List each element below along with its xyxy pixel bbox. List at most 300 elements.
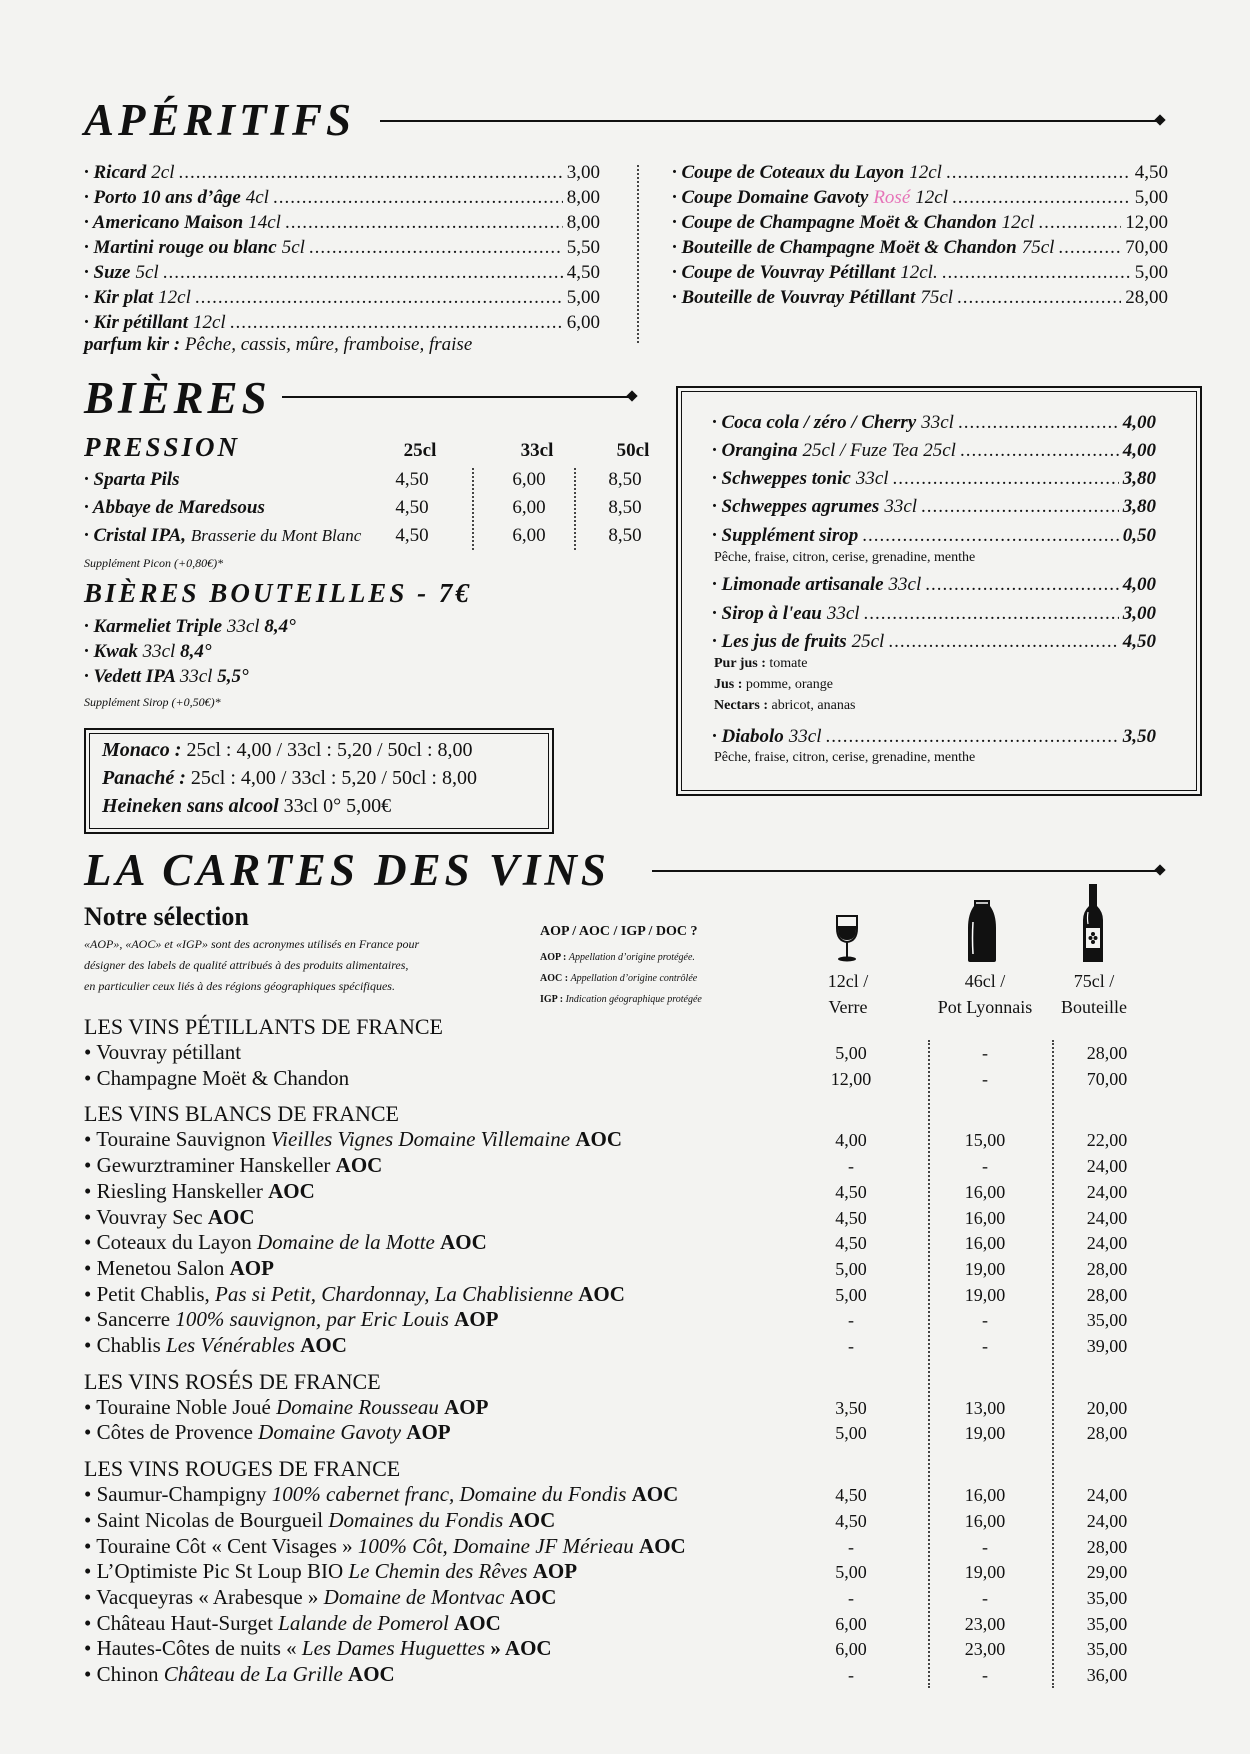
wine-item-price: - (982, 1043, 988, 1063)
pression-item-price: 8,50 (608, 497, 642, 518)
wine-item-name: • Hautes-Côtes de nuits « (84, 1636, 302, 1661)
wine-item (84, 1230, 487, 1255)
aperitif-right-item-leader (1058, 235, 1121, 260)
wine-item (84, 1482, 678, 1507)
aperitif-left-item-leader (230, 310, 563, 335)
aperitif-left-item-price: 5,00 (566, 287, 600, 308)
soft-item-leader (958, 410, 1119, 435)
wine-item-price: 24,00 (1086, 1156, 1128, 1177)
wine-item-appellation: AOC (508, 1507, 556, 1532)
bouteille-item-qty: 33cl (179, 666, 218, 687)
soft-item-leader (893, 466, 1119, 491)
legend-aoc-label: AOC : (540, 973, 569, 984)
pression-item-price: 8,50 (608, 525, 642, 546)
wine-item-price: 23,00 (964, 1613, 1006, 1634)
aperitif-left-item-name: · Martini rouge ou blanc (84, 237, 277, 258)
selection-title: Notre sélection (84, 902, 249, 931)
bouteille-item-qty: 33cl (226, 616, 265, 637)
wine-item-price: 6,00 (835, 1639, 867, 1660)
soft-item (712, 572, 1156, 597)
pression-item (84, 525, 361, 547)
nectars-note-text: abricot, ananas (771, 698, 856, 713)
wine-item-appellation: AOC (639, 1533, 686, 1558)
pression-item-name: · Sparta Pils (84, 469, 180, 490)
soft-item-name: · Limonade artisanale (712, 574, 884, 595)
soft-item-price: 4,00 (1122, 574, 1156, 595)
legend-aop-label: AOP : (540, 952, 567, 963)
col-verre-size: 12cl / (827, 971, 869, 991)
aperitif-left-item-name: · Suze (84, 262, 131, 283)
aperitif-right-item-leader (957, 285, 1121, 310)
wine-item-appellation: AOC (300, 1333, 347, 1357)
legend-aoc (540, 973, 697, 984)
soft-item-qty: 25cl / Fuze Tea 25cl (802, 440, 956, 461)
bieres-box-item (102, 767, 477, 790)
pression-size-header: 50cl (616, 440, 650, 461)
wine-item-price: 19,00 (964, 1258, 1006, 1279)
soft-item (712, 724, 1156, 749)
wine-item-appellation: AOC (268, 1178, 315, 1203)
soft-item-qty: 33cl (855, 468, 889, 489)
wine-item-price: 35,00 (1086, 1310, 1128, 1331)
wine-item-price: - (848, 1536, 854, 1557)
wine-item-appellation: AOC (575, 1127, 622, 1152)
legend-igp-label: IGP : (540, 994, 564, 1005)
legend-aop (540, 952, 695, 963)
wine-item-appellation: AOC (348, 1662, 395, 1686)
soft-item-qty: 33cl (884, 496, 918, 517)
wine-item (84, 1636, 552, 1661)
aperitif-right-item-qty: 12cl (1001, 212, 1035, 233)
wine-item-price: - (982, 1068, 988, 1089)
wine-item-domain: Domaine Gavoty (258, 1420, 407, 1445)
bieres-box-item-name: Panaché : (102, 767, 191, 789)
wine-item-appellation: AOP (532, 1559, 578, 1584)
wine-item (84, 1395, 488, 1420)
wine-item-domain: Lalande de Pomerol (278, 1610, 455, 1635)
wine-category-title: LES VINS ROSÉS DE FRANCE (84, 1368, 381, 1394)
wine-item-price: - (982, 1536, 988, 1557)
aperitif-left-item-price: 8,00 (566, 212, 600, 233)
aperitif-left-item-qty: 12cl (193, 312, 226, 333)
jus-note (714, 677, 833, 693)
aperitif-right-item (672, 160, 1168, 185)
wine-item-price: 35,00 (1086, 1587, 1128, 1608)
soft-item-price: 3,00 (1122, 603, 1156, 624)
wine-item-price: 5,00 (835, 1423, 867, 1444)
aperitif-left-item (84, 210, 600, 235)
aperitif-right-item-price: 4,50 (1134, 162, 1168, 183)
aperitif-left-item-name: · Ricard (84, 162, 147, 183)
aperitif-left-item-leader (285, 210, 563, 235)
wine-item-domain: 100% cabernet franc, Domaine du Fondis (271, 1482, 632, 1507)
col-pot-size: 46cl / (964, 971, 1006, 991)
wine-item-price: 24,00 (1086, 1181, 1128, 1202)
wine-item-price: - (848, 1665, 854, 1685)
aperitif-left-item-qty: 4cl (245, 187, 269, 208)
soft-item-name: · Coca cola / zéro / Cherry (712, 412, 917, 433)
wine-item (84, 1662, 395, 1687)
wine-item-price: - (848, 1310, 854, 1331)
aperitif-right-item-name: · Bouteille de Vouvray Pétillant (672, 287, 916, 308)
pot-lyonnais-icon (966, 898, 998, 964)
wine-item-price: 5,00 (835, 1043, 867, 1063)
vins-title: LA CARTES DES VINS (84, 845, 610, 895)
soft-item (712, 438, 1156, 463)
wine-item-price: 35,00 (1086, 1639, 1128, 1660)
wine-item-price: 4,00 (835, 1130, 867, 1151)
sirop-flavours (714, 550, 975, 566)
aperitif-left-item-name: · Kir pétillant (84, 312, 188, 333)
wine-item-price: 4,50 (835, 1510, 867, 1531)
aperitif-right-item (672, 210, 1168, 235)
aperitif-right-item-price: 12,00 (1125, 212, 1168, 233)
bieres-rule (282, 396, 632, 398)
aperitif-left-item-leader (273, 185, 563, 210)
wine-item-domain: Les Dames Huguettes (301, 1636, 491, 1661)
pur-jus-note-label: Pur jus : (714, 656, 770, 671)
picon-note: Supplément Picon (+0,80€)* (84, 556, 224, 570)
bouteilles-title: BIÈRES BOUTEILLES - 7€ (84, 578, 472, 608)
aperitif-right-item-name: · Coupe Domaine Gavoty (672, 187, 869, 208)
pression-item (84, 469, 180, 491)
wine-item-price: 16,00 (964, 1181, 1006, 1202)
wine-item-price: 70,00 (1086, 1068, 1128, 1089)
wine-item-price: 28,00 (1086, 1423, 1128, 1444)
wine-item-domain: Le Chemin des Rêves (348, 1559, 533, 1584)
aperitif-left-item (84, 235, 600, 260)
soft-item-qty: 25cl (851, 631, 885, 652)
wine-item-appellation: AOC (335, 1153, 383, 1178)
wine-item-name: • L’Optimiste Pic St Loup BIO (84, 1559, 349, 1584)
wine-item-price: - (982, 1156, 988, 1177)
pression-item (84, 497, 265, 519)
wine-item (84, 1179, 315, 1204)
diabolo-flavours (714, 750, 975, 766)
wine-item-price: 39,00 (1086, 1336, 1128, 1356)
wine-item-price: - (848, 1336, 854, 1356)
bieres-box-item-name: Heineken sans alcool (102, 795, 284, 817)
wine-item-domain: Domaine de la Motte (256, 1230, 441, 1255)
wine-item-price: 19,00 (964, 1284, 1006, 1305)
soft-item-price: 4,00 (1122, 440, 1156, 461)
bieres-title: BIÈRES (84, 373, 271, 423)
soft-item-price: 4,50 (1122, 631, 1156, 652)
wine-item-domain: Domaine Rousseau (276, 1394, 445, 1419)
wine-item-domain: Château de La Grille (163, 1662, 349, 1686)
wine-item (84, 1205, 255, 1230)
sirop-flavours-text: Pêche, fraise, citron, cerise, grenadine, menthe (714, 550, 976, 565)
soft-item-leader (960, 438, 1119, 463)
wine-item (84, 1256, 274, 1281)
wine-item-price: 6,00 (835, 1613, 867, 1634)
aperitif-right-item-name: · Bouteille de Champagne Moët & Chandon (672, 237, 1017, 258)
soft-item-price: 3,50 (1122, 726, 1156, 747)
col-bouteille-label: Bouteille (1061, 997, 1127, 1017)
soft-item (712, 523, 1156, 548)
wine-glass-icon (832, 914, 862, 964)
aperitif-left-item-leader (179, 160, 563, 185)
bouteille-item-qty: 33cl (142, 641, 181, 662)
pression-item-name: · Abbaye de Maredsous (84, 497, 265, 518)
vins-divider-1 (928, 1040, 930, 1688)
wine-item-domain: Domaines du Fondis (328, 1507, 509, 1532)
wine-item (84, 1153, 382, 1178)
wine-item-name: • Vacqueyras « Arabesque » (84, 1584, 324, 1609)
soft-item-price: 3,80 (1122, 468, 1156, 489)
wine-item-price: - (982, 1310, 988, 1331)
wine-item-price: 4,50 (835, 1207, 867, 1228)
wine-item-domain: Les Vénérables (166, 1333, 301, 1357)
wine-item-price: - (982, 1336, 988, 1356)
wine-item-domain: 100% sauvignon, par Eric Louis (175, 1307, 455, 1332)
wine-item-name: • Touraine Côt « Cent Visages » (84, 1533, 358, 1558)
col-verre-label: Verre (828, 997, 868, 1017)
aperitif-right-item-qty: 75cl (1021, 237, 1055, 258)
soft-item-name: · Les jus de fruits (712, 631, 847, 652)
diabolo-flavours-text: Pêche, fraise, citron, cerise, grenadine, menthe (714, 750, 976, 765)
aperitif-right-item-qty: 75cl (920, 287, 954, 308)
soft-item-name: · Diabolo (712, 726, 784, 747)
col-pot-label: Pot Lyonnais (937, 997, 1033, 1017)
aperitif-right-item-qty: 12cl. (900, 262, 938, 283)
legend-igp (540, 994, 702, 1005)
pression-item-price: 6,00 (512, 469, 546, 490)
wine-item-price: 15,00 (964, 1130, 1006, 1151)
wine-item-price: 19,00 (964, 1423, 1006, 1444)
soft-item-qty: 33cl (826, 603, 860, 624)
bouteille-item (84, 641, 211, 663)
aperitif-left-item (84, 310, 600, 335)
soft-item-qty: 33cl (888, 574, 922, 595)
legend-aop-text: Appellation d’origine protégée. (568, 952, 695, 963)
soft-item (712, 466, 1156, 491)
aperitif-right-item-price: 5,00 (1134, 262, 1168, 283)
wine-item-price: 28,00 (1086, 1258, 1128, 1279)
wine-item-name: • Touraine Sauvignon (84, 1127, 271, 1152)
wine-item-name: • Menetou Salon (84, 1255, 230, 1280)
wine-item-price: 29,00 (1086, 1562, 1128, 1583)
aperitif-right-item-qty: 12cl (909, 162, 942, 183)
pression-item-price: 4,50 (395, 497, 429, 518)
wine-item-name: • Touraine Noble Joué (84, 1394, 277, 1419)
kir-flavours (84, 334, 472, 356)
pression-item-price: 4,50 (395, 469, 429, 490)
pression-divider-2 (574, 468, 576, 550)
wine-item-appellation: AOC (631, 1482, 679, 1507)
col-bouteille-size: 75cl / (1073, 971, 1115, 991)
wine-item-name: • Château Haut-Surget (84, 1610, 279, 1635)
legend-aoc-text: Appellation d’origine contrôlée (570, 973, 698, 984)
soft-item-leader (826, 724, 1119, 749)
wine-item-price: 3,50 (835, 1397, 867, 1418)
bouteille-item-degree: 8,4° (180, 641, 212, 662)
aperitif-right-item-leader (942, 260, 1131, 285)
jus-note-label: Jus : (714, 677, 746, 692)
bouteille-item-name: · Karmeliet Triple (84, 616, 227, 637)
wine-item-price: 5,00 (835, 1562, 867, 1583)
selection-desc-1: «AOP», «AOC» et «IGP» sont des acronymes utilisés en France pour (84, 937, 420, 951)
bieres-box-item (102, 739, 473, 762)
wine-item-price: 23,00 (964, 1639, 1006, 1660)
soft-item-name: · Sirop à l'eau (712, 603, 822, 624)
wine-item (84, 1040, 241, 1065)
col-bouteille-header (1034, 968, 1154, 1020)
pur-jus-note (714, 656, 807, 672)
legend-igp-text: Indication géographique protégée (565, 994, 702, 1005)
aperitif-left-item (84, 285, 600, 310)
kir-label: parfum kir : (84, 334, 181, 355)
aperitif-left-item-price: 6,00 (566, 312, 600, 333)
wine-item-price: 35,00 (1086, 1613, 1128, 1634)
soft-item-leader (925, 572, 1118, 597)
aperitif-left-item (84, 160, 600, 185)
pression-item-brewery: Brasserie du Mont Blanc (190, 526, 362, 545)
wine-item-appellation: AOC (440, 1230, 487, 1255)
wine-item-price: 16,00 (964, 1233, 1006, 1254)
pression-size-header: 25cl (403, 440, 437, 461)
aperitif-right-item-name: · Coupe de Champagne Moët & Chandon (672, 212, 997, 233)
selection-desc-2: désigner des labels de qualité attribués à des produits alimentaires, (84, 958, 409, 972)
vins-divider-2 (1052, 1040, 1054, 1688)
aperitif-left-item-qty: 14cl (248, 212, 281, 233)
soft-item-price: 3,80 (1122, 496, 1156, 517)
wine-item-price: 16,00 (964, 1485, 1006, 1506)
selection-desc-3: en particulier ceux liés à des régions géographiques spécifiques. (84, 979, 395, 993)
soft-item-name: · Orangina (712, 440, 798, 461)
pression-size-header: 33cl (520, 440, 554, 461)
bouteille-item (84, 616, 296, 638)
bouteille-item (84, 666, 249, 688)
aperitif-right-item-qty: 12cl (915, 187, 948, 208)
bouteille-item-degree: 8,4° (264, 616, 296, 637)
vins-rule (652, 870, 1160, 872)
wine-item (84, 1585, 556, 1610)
aperitif-left-item-qty: 2cl (151, 162, 175, 183)
aperitif-right-item-leader (946, 160, 1131, 185)
aperitif-right-item (672, 185, 1168, 210)
bieres-box-item-text: 25cl : 4,00 / 33cl : 5,20 / 50cl : 8,00 (190, 767, 477, 789)
wine-item-name: • Petit Chablis, (84, 1281, 216, 1306)
aperitif-left-item-price: 5,50 (566, 237, 600, 258)
sirop-note: Supplément Sirop (+0,50€)* (84, 695, 221, 709)
wine-category-title: LES VINS BLANCS DE FRANCE (84, 1101, 399, 1127)
pression-divider-1 (472, 468, 474, 550)
wine-item-price: 20,00 (1086, 1397, 1128, 1418)
wine-item-name: • Vouvray Sec (84, 1204, 208, 1229)
wine-item-name: • Côtes de Provence (84, 1420, 259, 1445)
wine-item-price: 22,00 (1086, 1130, 1128, 1151)
bieres-box-item-text: 33cl 0° 5,00€ (283, 795, 392, 817)
aperitif-right-item-leader (1038, 210, 1121, 235)
aperitif-left-item-qty: 5cl (281, 237, 305, 258)
soft-item-name: · Schweppes tonic (712, 468, 851, 489)
wine-item-price: 5,00 (835, 1284, 867, 1305)
soft-item-price: 4,00 (1122, 412, 1156, 433)
bouteille-item-name: · Kwak (84, 641, 143, 662)
aperitifs-title: APÉRITIFS (84, 95, 356, 145)
wine-item-appellation: AOC (578, 1281, 625, 1306)
wine-item-price: 5,00 (835, 1258, 867, 1279)
wine-item-price: 36,00 (1086, 1665, 1128, 1685)
wine-bottle-icon (1081, 884, 1105, 964)
wine-item (84, 1282, 625, 1307)
aperitif-left-item-qty: 5cl (135, 262, 159, 283)
aperitif-left-item-leader (163, 260, 563, 285)
soft-item-qty: 33cl (921, 412, 954, 433)
wine-item (84, 1333, 347, 1358)
wine-item (84, 1508, 555, 1533)
wine-item (84, 1611, 501, 1636)
aperitif-right-item (672, 235, 1168, 260)
pression-item-name: · Cristal IPA, (84, 525, 191, 546)
wine-category-title: LES VINS PÉTILLANTS DE FRANCE (84, 1014, 443, 1039)
bieres-box-item-name: Monaco : (102, 739, 187, 761)
aperitif-left-item-qty: 12cl (158, 287, 191, 308)
soft-item-name: · Schweppes agrumes (712, 496, 880, 517)
pur-jus-note-text: tomate (769, 656, 808, 671)
soft-item-qty: 33cl (788, 726, 822, 747)
bouteille-item-degree: 5,5° (217, 666, 249, 687)
pression-title: PRESSION (84, 432, 241, 462)
wine-item-price: 12,00 (830, 1068, 872, 1089)
wine-item-domain: Pas si Petit, Chardonnay, La Chablisienne (215, 1281, 579, 1306)
wine-item-appellation: AOP (406, 1420, 451, 1445)
wine-item-name: • Gewurztraminer Hanskeller (84, 1153, 336, 1178)
wine-item-price: 4,50 (835, 1485, 867, 1506)
aperitif-right-item-name: · Coupe de Coteaux du Layon (672, 162, 905, 183)
pression-item-price: 6,00 (512, 525, 546, 546)
aperitif-right-item-price: 28,00 (1125, 287, 1168, 308)
wine-item-name: • Coteaux du Layon (84, 1230, 257, 1255)
wine-item-price: 28,00 (1086, 1043, 1128, 1063)
aperitif-right-item-leader (952, 185, 1131, 210)
wine-item-name: • Champagne Moët & Chandon (84, 1065, 350, 1090)
wine-item-price: 28,00 (1086, 1284, 1128, 1305)
wine-item-price: - (848, 1156, 854, 1177)
wine-item-domain: 100% Côt, Domaine JF Mérieau (357, 1533, 640, 1558)
wine-item (84, 1127, 622, 1152)
wine-item-appellation: AOP (454, 1307, 499, 1332)
aperitif-left-item-price: 3,00 (566, 162, 600, 183)
wine-category-title: LES VINS ROUGES DE FRANCE (84, 1456, 401, 1482)
aperitif-left-item (84, 260, 600, 285)
wine-item-domain: Vieilles Vignes Domaine Villemaine (270, 1127, 576, 1152)
wine-item-name: • Chablis (84, 1333, 167, 1357)
aperitif-right-item (672, 285, 1168, 310)
wine-item-appellation: AOP (229, 1255, 274, 1280)
aperitifs-divider (637, 165, 639, 343)
wine-item-price: - (982, 1665, 988, 1685)
pression-item-price: 6,00 (512, 497, 546, 518)
soft-item (712, 494, 1156, 519)
wine-item-price: - (848, 1587, 854, 1608)
bieres-box-item (102, 795, 391, 818)
aperitif-right-item-price: 5,00 (1134, 187, 1168, 208)
wine-item-price: 24,00 (1086, 1510, 1128, 1531)
wine-item (84, 1307, 498, 1332)
jus-note-text: pomme, orange (745, 677, 833, 692)
soft-item-leader (864, 601, 1119, 626)
soft-item-leader (862, 523, 1119, 548)
wine-item-name: • Sancerre (84, 1307, 176, 1332)
aperitif-right-item-price: 70,00 (1125, 237, 1168, 258)
bieres-box-item-text: 25cl : 4,00 / 33cl : 5,20 / 50cl : 8,00 (186, 739, 473, 761)
wine-item-price: 24,00 (1086, 1485, 1128, 1506)
soft-item (712, 410, 1156, 435)
wine-item-name: • Saint Nicolas de Bourgueil (84, 1507, 329, 1532)
wine-item-appellation: AOP (444, 1394, 489, 1419)
